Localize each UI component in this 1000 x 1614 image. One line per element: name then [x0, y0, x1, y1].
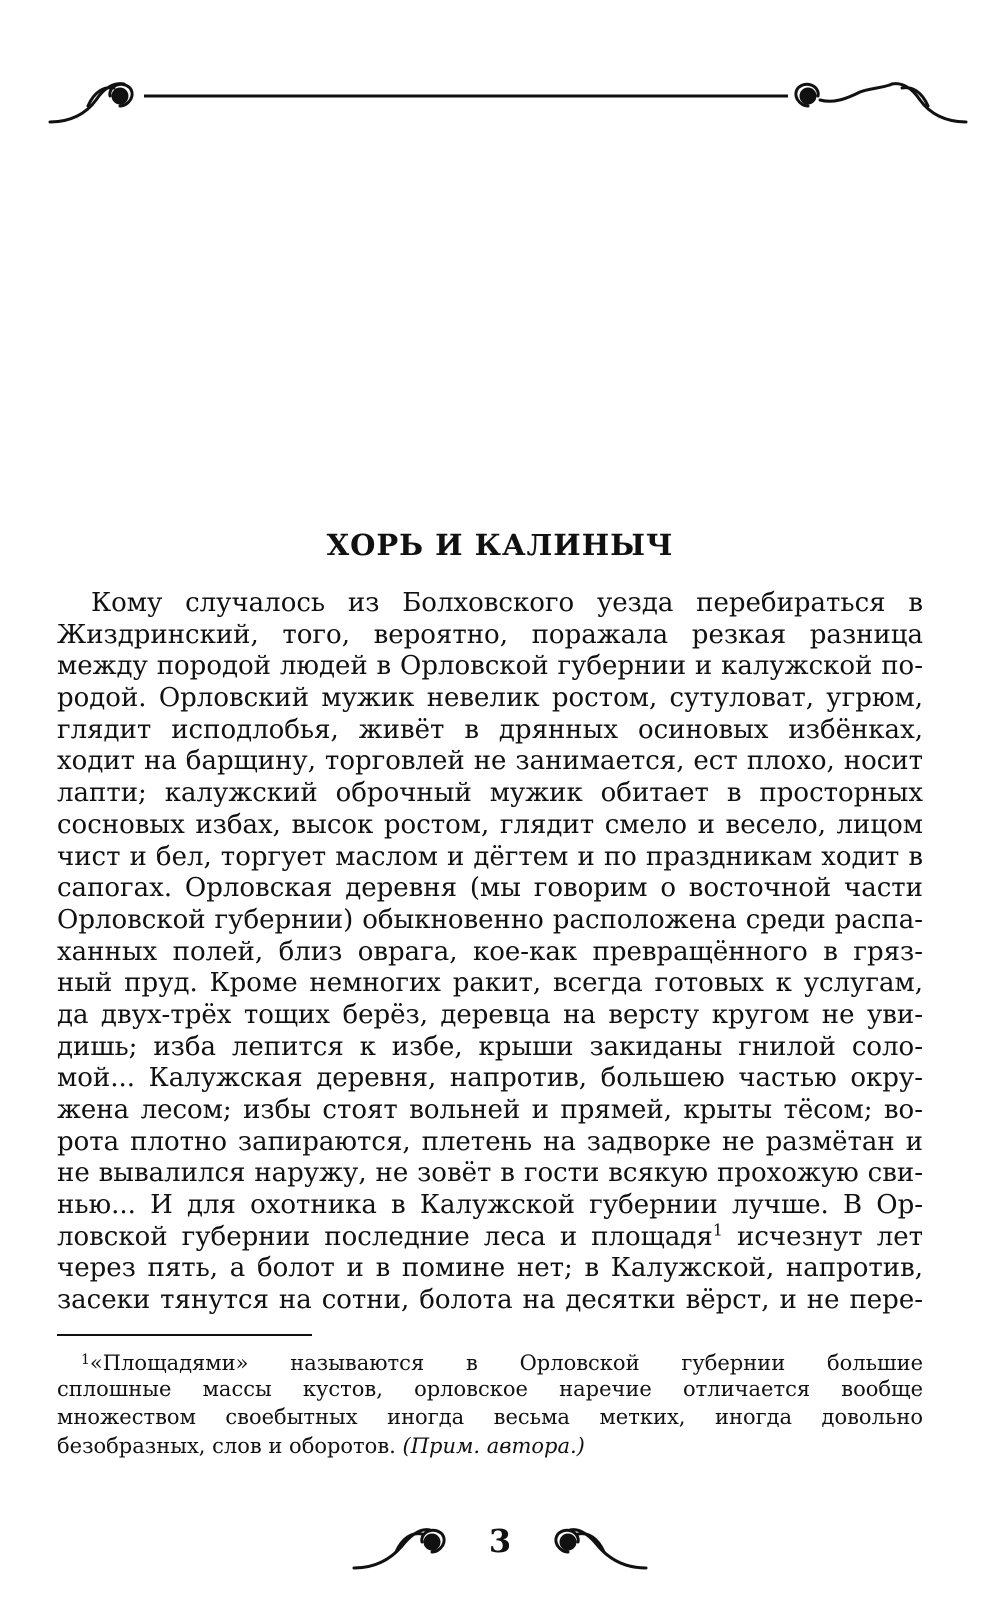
text-line: ханных полей, близ оврага, кое-как превращённого в гряз-	[57, 936, 923, 967]
text-line: не вывалился наружу, не зовёт в гости всякую прохожую сви-	[57, 1158, 923, 1189]
text-line: сосновых избах, высок ростом, глядит смело и весело, лицом	[57, 809, 923, 840]
footnote-marker: 1	[81, 1352, 90, 1368]
footnote-line	[57, 1432, 923, 1461]
text-line: лапти; калужский оброчный мужик обитает в просторных	[57, 778, 923, 809]
text-line: рота плотно запираются, плетень на задворке не размётан и	[57, 1126, 923, 1157]
page-number: 3	[488, 1522, 512, 1560]
footnote	[57, 1346, 923, 1460]
text-line: Жиздринский, того, вероятно, поражала резкая разница	[57, 619, 923, 650]
footnote-text: безобразных, слов и оборотов.	[57, 1433, 403, 1458]
text-line: да двух-трёх тощих берёз, деревца на версту кругом не уви-	[57, 999, 923, 1030]
text-line: ный пруд. Кроме немногих ракит, всегда готовых к услугам,	[57, 968, 923, 999]
header-ornament	[48, 70, 968, 140]
body-paragraph	[57, 588, 923, 1317]
text-line: мой... Калужская деревня, напротив, большею частью окру-	[57, 1063, 923, 1094]
text-line: глядит исподлобья, живёт в дрянных осиновых избёнках,	[57, 714, 923, 745]
text-line: дишь; изба лепится к избе, крыши закиданы гнилой соло-	[57, 1031, 923, 1062]
text-fragment: ловской губернии последние леса и площадя	[57, 1221, 713, 1252]
text-line: Кому случалось из Болховского уезда перебираться в	[91, 588, 923, 618]
footnote-divider	[57, 1334, 312, 1336]
text-line: через пять, а болот и в помине нет; в Калужской, напротив,	[57, 1253, 923, 1284]
author-note: (Прим. автора.)	[402, 1433, 585, 1458]
text-line: засеки тянутся на сотни, болота на десятки вёрст, и не пере-	[57, 1285, 923, 1316]
text-line: между породой людей в Орловской губернии и калужской по-	[57, 651, 923, 682]
footnote-text: «Площадями» называются в Орловской губернии большие	[89, 1351, 923, 1375]
footnote-line: сплошные массы кустов, орловское наречие отличается вообще	[57, 1376, 923, 1401]
flourish-left-icon	[50, 84, 132, 122]
text-line: нью... И для охотника в Калужской губернии лучше. В Ор-	[57, 1190, 923, 1221]
text-line: сапогах. Орловская деревня (мы говорим о восточной части	[57, 873, 923, 904]
text-line: родой. Орловский мужик невелик ростом, сутуловат, угрюм,	[57, 683, 923, 714]
text-line: ходит на барщину, торговлей не занимается, ест плохо, носит	[57, 746, 923, 777]
chapter-title: ХОРЬ И КАЛИНЫЧ	[326, 528, 674, 562]
text-fragment: исчезнут лет	[722, 1221, 923, 1252]
footnote-line: множеством своебытных иногда весьма метких, иногда довольно	[57, 1405, 923, 1429]
text-line: чист и бел, торгует маслом и дёгтем и по праздникам ходит в	[57, 841, 923, 872]
text-line: Орловской губернии) обыкновенно расположена среди распа-	[57, 904, 923, 935]
page-footer	[350, 1510, 650, 1580]
text-line-with-footnote	[57, 1222, 923, 1254]
flourish-right-icon	[796, 84, 966, 122]
footnote-line	[57, 1346, 923, 1375]
text-line: жена лесом; избы стоят вольней и прямей, крыты тёсом; во-	[57, 1095, 923, 1125]
footnote-ref[interactable]: 1	[712, 1221, 723, 1240]
